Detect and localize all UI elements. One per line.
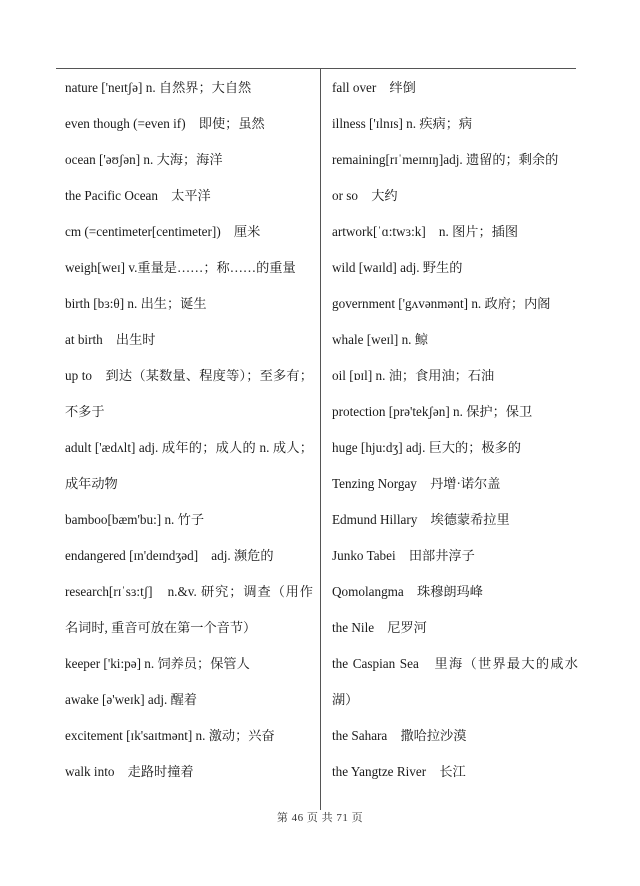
vocab-entry: the Nile 尼罗河 (332, 620, 427, 635)
vocab-entry: nature ['neɪtʃə] n. 自然界；大自然 (65, 80, 252, 95)
vocab-entry: research[rɪˈsɜ:tʃ] n.&v. 研究；调查（用作名词时, 重音可放在第一个音节） (65, 584, 313, 635)
vocab-entry: wild [waɪld] adj. 野生的 (332, 260, 463, 275)
vocab-entry: oil [ɒɪl] n. 油；食用油；石油 (332, 368, 495, 383)
vocab-entry: government ['gʌvənmənt] n. 政府；内阁 (332, 296, 551, 311)
vocab-entry: weigh[weɪ] v.重量是……；称……的重量 (65, 260, 296, 275)
vocab-entry: keeper ['ki:pə] n. 饲养员；保管人 (65, 656, 250, 671)
vocab-entry: up to 到达（某数量、程度等）；至多有；不多于 (65, 368, 313, 419)
vocab-entry: whale [weɪl] n. 鲸 (332, 332, 428, 347)
page-number-footer: 第 46 页 共 71 页 (276, 812, 364, 824)
left-vocabulary-column (65, 70, 313, 790)
top-rule (56, 68, 576, 69)
vocab-entry: the Sahara 撒哈拉沙漠 (332, 728, 467, 743)
vocab-entry: cm (=centimeter[centimeter]) 厘米 (65, 224, 261, 239)
vocab-entry: Junko Tabei 田部井淳子 (332, 548, 475, 563)
vocab-entry: Edmund Hillary 埃德蒙希拉里 (332, 512, 510, 527)
vocab-entry: ocean ['əʊʃən] n. 大海；海洋 (65, 152, 223, 167)
vocab-entry: bamboo[bæm'bu:] n. 竹子 (65, 512, 205, 527)
vocab-entry: fall over 绊倒 (332, 80, 416, 95)
vocab-entry: the Caspian Sea 里海（世界最大的咸水湖） (332, 656, 578, 707)
vocab-entry: birth [bɜ:θ] n. 出生；诞生 (65, 296, 207, 311)
vocab-entry: remaining[rɪˈmeɪnɪŋ]adj. 遗留的；剩余的 (332, 152, 559, 167)
vocab-entry: Qomolangma 珠穆朗玛峰 (332, 584, 483, 599)
vocab-entry: protection [prə'tekʃən] n. 保护；保卫 (332, 404, 533, 419)
column-divider (320, 68, 321, 810)
vocab-entry: endangered [ɪn'deɪndʒəd] adj. 濒危的 (65, 548, 274, 563)
vocab-entry: excitement [ɪk'saɪtmənt] n. 激动；兴奋 (65, 728, 275, 743)
vocab-entry: adult ['ædʌlt] adj. 成年的；成人的 n. 成人；成年动物 (65, 440, 313, 491)
vocab-entry: huge [hju:dʒ] adj. 巨大的；极多的 (332, 440, 521, 455)
vocab-entry: or so 大约 (332, 188, 398, 203)
vocab-entry: Tenzing Norgay 丹增·诺尔盖 (332, 476, 501, 491)
vocab-entry: even though (=even if) 即使；虽然 (65, 116, 265, 131)
vocab-entry: the Pacific Ocean 太平洋 (65, 188, 211, 203)
vocab-entry: illness ['ɪlnɪs] n. 疾病；病 (332, 116, 473, 131)
vocab-entry: artwork[ˈɑ:twɜ:k] n. 图片；插图 (332, 224, 519, 239)
right-vocabulary-column (332, 70, 578, 790)
vocab-entry: awake [ə'weɪk] adj. 醒着 (65, 692, 197, 707)
vocab-entry: at birth 出生时 (65, 332, 156, 347)
vocab-entry: walk into 走路时撞着 (65, 764, 194, 779)
vocab-entry: the Yangtze River 长江 (332, 764, 466, 779)
